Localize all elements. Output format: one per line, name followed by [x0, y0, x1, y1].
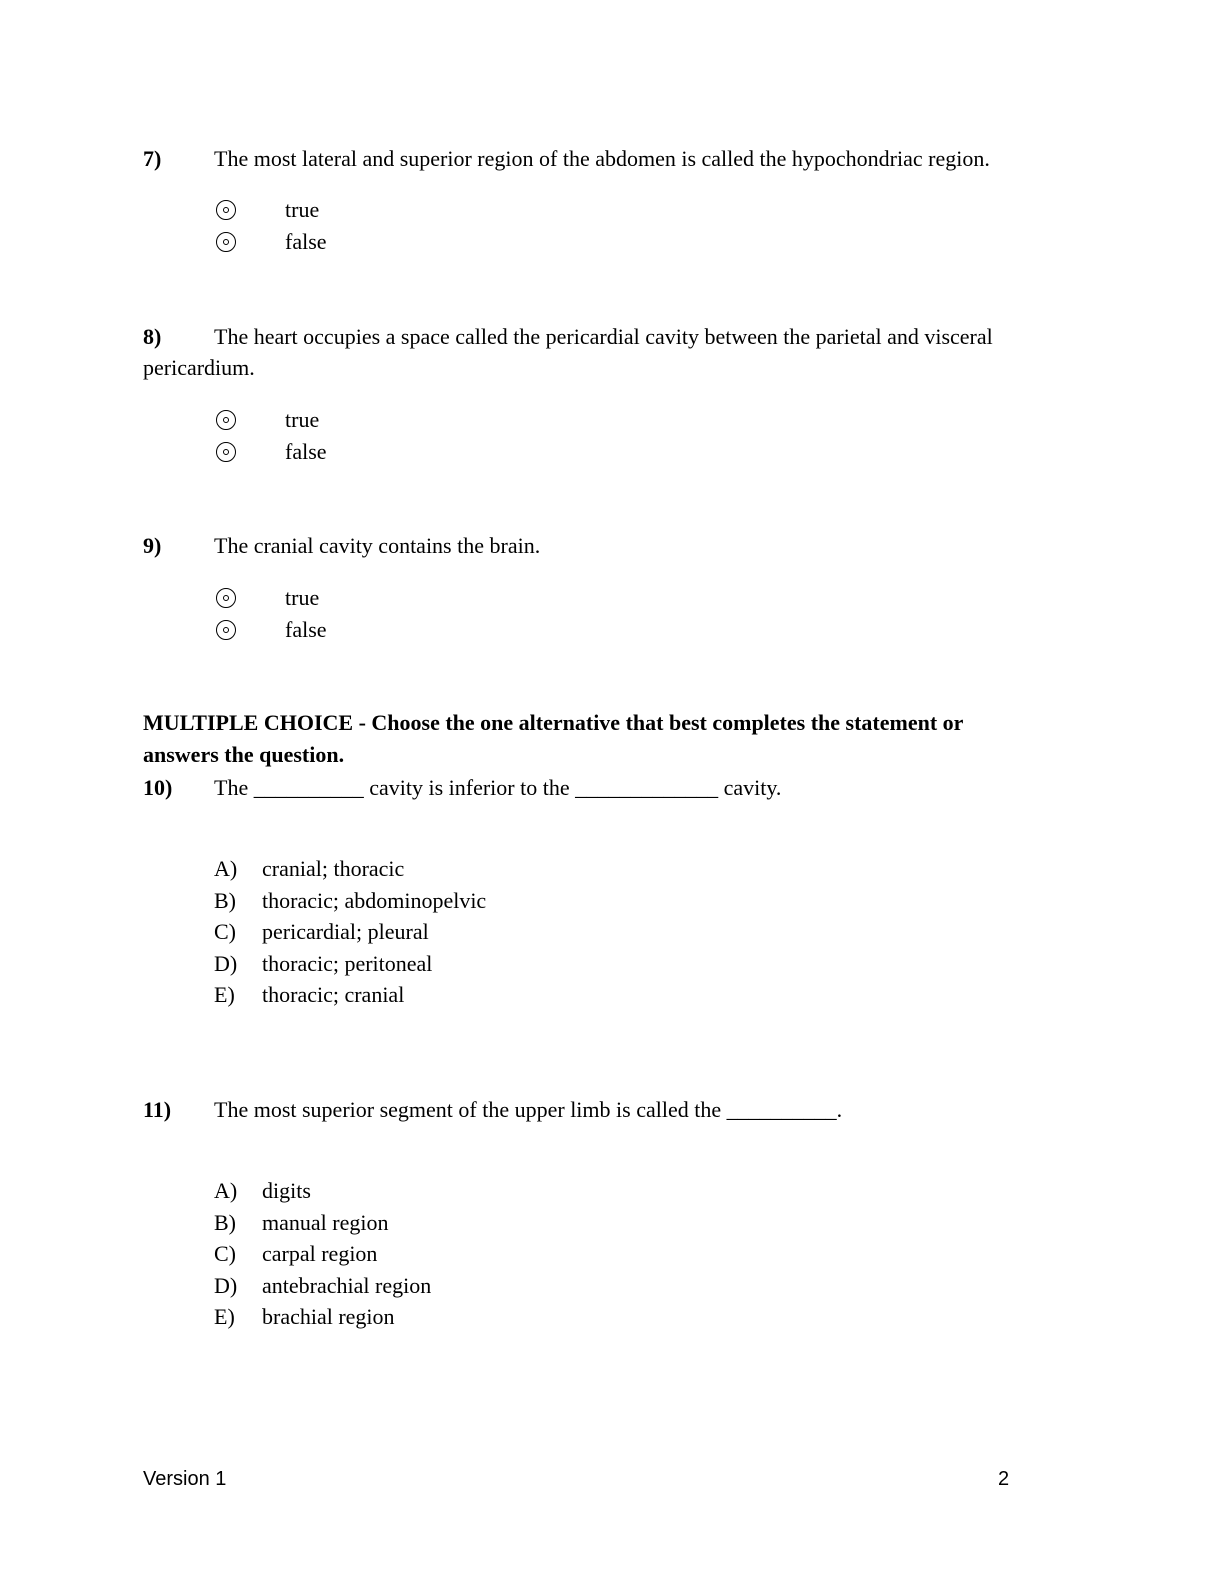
- radio-q9-true[interactable]: [216, 588, 236, 608]
- option-q11-b-text[interactable]: manual region: [262, 1210, 389, 1235]
- radio-q8-true[interactable]: [216, 410, 236, 430]
- footer-page-number: 2: [998, 1468, 1010, 1490]
- radio-dot-icon: [223, 417, 229, 423]
- radio-q9-false[interactable]: [216, 620, 236, 640]
- question-8-number: 8): [143, 324, 162, 349]
- option-q7-false-label: false: [285, 229, 327, 254]
- option-q8-true-label: true: [285, 407, 320, 432]
- option-q10-c-text[interactable]: pericardial; pleural: [262, 919, 429, 944]
- option-q10-e-text[interactable]: thoracic; cranial: [262, 982, 405, 1007]
- radio-dot-icon: [223, 595, 229, 601]
- option-q7-true-label: true: [285, 197, 320, 222]
- option-q11-d-letter: D): [214, 1273, 238, 1298]
- option-q10-d-text[interactable]: thoracic; peritoneal: [262, 951, 433, 976]
- radio-q7-false[interactable]: [216, 232, 236, 252]
- radio-dot-icon: [223, 627, 229, 633]
- option-q8-false-label: false: [285, 439, 327, 464]
- radio-q7-true[interactable]: [216, 200, 236, 220]
- question-7-text: The most lateral and superior region of the abdomen is called the hypochondriac region.: [214, 146, 990, 171]
- question-8-text-continued: pericardium.: [143, 355, 255, 380]
- section-heading-multiple-choice: MULTIPLE CHOICE - Choose the one alternative that best completes the statement or answers the question.: [143, 710, 964, 767]
- option-q11-c-text[interactable]: carpal region: [262, 1241, 378, 1266]
- question-7-number: 7): [143, 146, 162, 171]
- question-9-number: 9): [143, 533, 162, 558]
- option-q10-b-text[interactable]: thoracic; abdominopelvic: [262, 888, 487, 913]
- option-q11-a-letter: A): [214, 1178, 238, 1203]
- option-q11-c-letter: C): [214, 1241, 236, 1266]
- radio-q8-false[interactable]: [216, 442, 236, 462]
- option-q9-true-label: true: [285, 585, 320, 610]
- question-10-number: 10): [143, 775, 173, 800]
- question-11-text: The most superior segment of the upper limb is called the __________.: [214, 1097, 843, 1122]
- option-q10-b-letter: B): [214, 888, 236, 913]
- radio-dot-icon: [223, 207, 229, 213]
- option-q11-d-text[interactable]: antebrachial region: [262, 1273, 432, 1298]
- option-q10-a-letter: A): [214, 856, 238, 881]
- option-q10-d-letter: D): [214, 951, 238, 976]
- option-q9-false-label: false: [285, 617, 327, 642]
- option-q10-e-letter: E): [214, 982, 235, 1007]
- option-q11-b-letter: B): [214, 1210, 236, 1235]
- footer-version: Version 1: [143, 1468, 227, 1490]
- option-q10-c-letter: C): [214, 919, 236, 944]
- question-9-text: The cranial cavity contains the brain.: [214, 533, 541, 558]
- question-11-number: 11): [143, 1097, 172, 1122]
- question-10-text: The __________ cavity is inferior to the _____________ cavity.: [214, 775, 782, 800]
- radio-dot-icon: [223, 239, 229, 245]
- option-q11-e-letter: E): [214, 1304, 235, 1329]
- question-8-text: The heart occupies a space called the pericardial cavity between the parietal and visceral: [214, 324, 993, 349]
- radio-dot-icon: [223, 449, 229, 455]
- option-q11-e-text[interactable]: brachial region: [262, 1304, 395, 1329]
- option-q10-a-text[interactable]: cranial; thoracic: [262, 856, 405, 881]
- option-q11-a-text[interactable]: digits: [262, 1178, 311, 1203]
